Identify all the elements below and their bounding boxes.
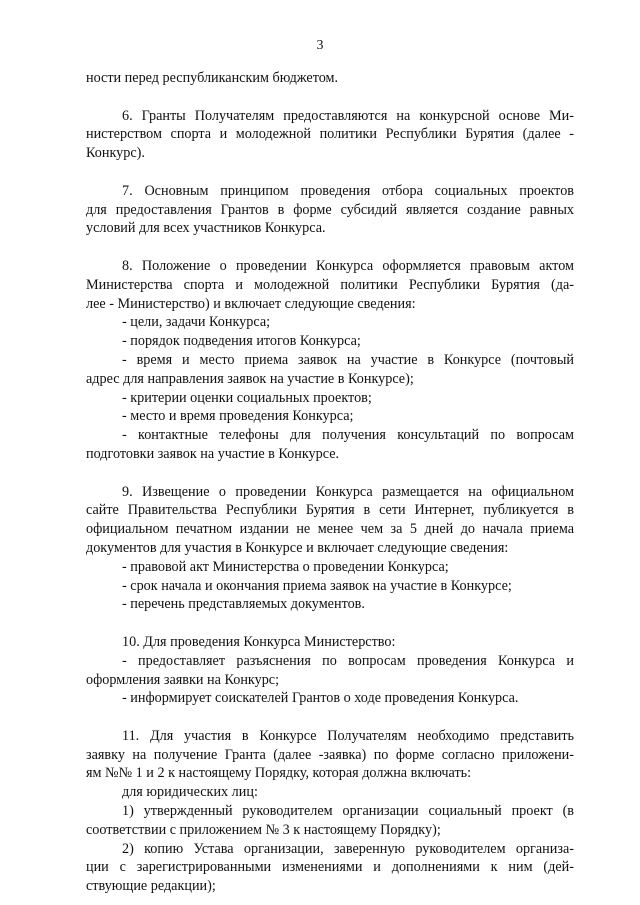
text-line: заявку на получение Гранта (далее -заявка) по форме согласно приложени- [86, 746, 574, 763]
text-line: - порядок подведения итогов Конкурса; [122, 333, 361, 350]
text-line: сайте Правительства Республики Бурятия в сети Интернет, публикуется в [86, 502, 574, 519]
text-line: для юридических лиц: [122, 784, 258, 801]
text-line: - срок начала и окончания приема заявок на участие в Конкурсе; [122, 577, 512, 594]
text-line: 9. Извещение о проведении Конкурса размещается на официальном [122, 483, 574, 500]
text-line: 7. Основным принципом проведения отбора социальных проектов [122, 182, 574, 199]
paragraph-gap [86, 614, 574, 633]
text-line: - контактные телефоны для получения консультаций по вопросам [122, 427, 574, 444]
text-line: соответствии с приложением № 3 к настоящему Порядку); [86, 821, 441, 838]
page-number: 3 [316, 38, 324, 53]
text-line: Конкурс). [86, 145, 145, 162]
text-line: ствующие редакции); [86, 878, 216, 895]
document-body [86, 69, 574, 896]
text-line: - время и место приема заявок на участие в Конкурсе (почтовый [122, 351, 574, 368]
text-line: ям №№ 1 и 2 к настоящему Порядку, которая должна включать: [86, 765, 472, 782]
text-line: подготовки заявок на участие в Конкурсе. [86, 445, 340, 462]
text-line: - предоставляет разъяснения по вопросам проведения Конкурса и [122, 652, 574, 669]
text-line: официальном печатном издании не менее чем за 5 дней до начала приема [86, 521, 574, 538]
text-line: 6. Гранты Получателям предоставляются на конкурсной основе Ми- [122, 107, 574, 124]
text-line: 1) утвержденный руководителем организации социальный проект (в [122, 803, 574, 820]
text-line: оформления заявки на Конкурс; [86, 671, 280, 688]
paragraph-gap [86, 163, 574, 182]
text-line: нистерством спорта и молодежной политики Республики Бурятия (далее - [86, 126, 574, 143]
paragraph-gap [86, 238, 574, 257]
text-line: ции с зарегистрированными изменениями и дополнениями к ним (дей- [86, 859, 574, 876]
text-line: условий для всех участников Конкурса. [86, 220, 326, 237]
text-line: для предоставления Грантов в форме субсидий является создание равных [86, 201, 574, 218]
text-line: 2) копию Устава организации, заверенную руководителем организа- [122, 840, 574, 857]
text-line: 11. Для участия в Конкурсе Получателям необходимо представить [122, 727, 574, 744]
text-line: - информирует соискателей Грантов о ходе проведения Конкурса. [122, 690, 519, 707]
paragraph-gap [86, 464, 574, 483]
text-line: документов для участия в Конкурсе и включает следующие сведения: [86, 539, 509, 556]
text-line: Министерства спорта и молодежной политики Республики Бурятия (да- [86, 276, 574, 293]
text-line: - правовой акт Министерства о проведении Конкурса; [122, 558, 449, 575]
text-line: - перечень представляемых документов. [122, 596, 365, 613]
text-line: лее - Министерство) и включает следующие сведения: [86, 295, 416, 312]
paragraph-gap [86, 708, 574, 727]
text-line: - критерии оценки социальных проектов; [122, 389, 372, 406]
text-line: ности перед республиканским бюджетом. [86, 70, 339, 86]
text-line: 10. Для проведения Конкурса Министерство: [122, 633, 396, 650]
paragraph-gap [86, 88, 574, 107]
text-line: адрес для направления заявок на участие в Конкурсе); [86, 370, 414, 387]
text-line: - цели, задачи Конкурса; [122, 314, 271, 331]
text-line: - место и время проведения Конкурса; [122, 408, 354, 425]
text-line: 8. Положение о проведении Конкурса оформляется правовым актом [122, 257, 574, 274]
